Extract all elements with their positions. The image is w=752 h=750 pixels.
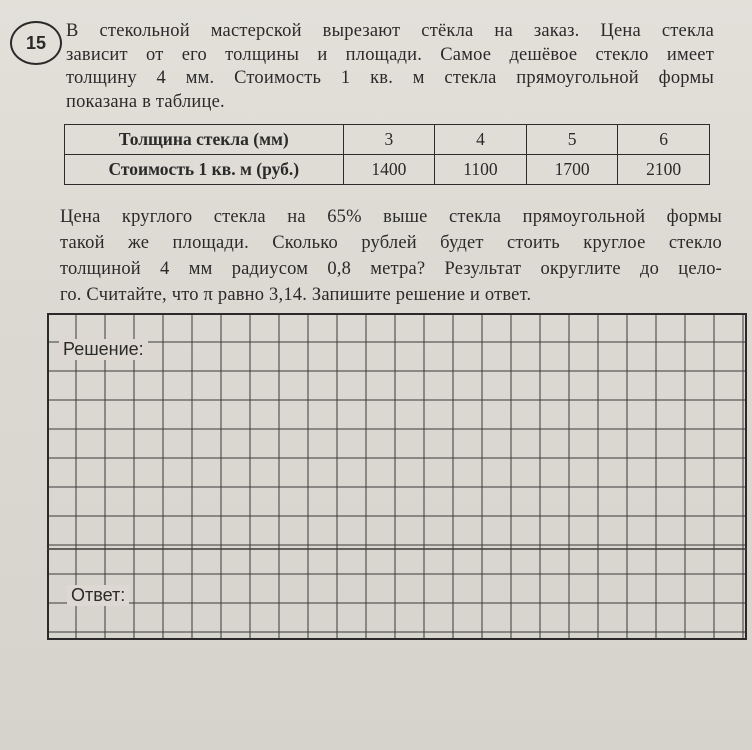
thickness-cell: 5 — [526, 125, 618, 155]
grid-frame — [48, 314, 746, 639]
squared-grid — [47, 313, 747, 640]
question-line: го. Считайте, что π равно 3,14. Запишите решение и ответ. — [60, 285, 532, 305]
intro-line: В стекольной мастерской вырезают стёкла на заказ. Цена стекла — [66, 21, 714, 41]
cost-cell: 2100 — [618, 155, 710, 185]
intro-line: зависит от его толщины и площади. Самое дешёвое стекло имеет — [66, 44, 714, 65]
cost-cell: 1400 — [343, 155, 435, 185]
thickness-cell: 3 — [343, 125, 435, 155]
task-question-paragraph — [60, 204, 722, 308]
question-line: толщиной 4 мм радиусом 0,8 метра? Результат округлите до цело- — [60, 259, 722, 279]
solution-label: Решение: — [59, 339, 148, 360]
task-number-badge — [10, 21, 62, 65]
cost-header: Стоимость 1 кв. м (руб.) — [65, 155, 344, 185]
cost-cell: 1100 — [435, 155, 527, 185]
table-row-cost — [65, 155, 710, 185]
table-row-thickness — [65, 125, 710, 155]
task-number: 15 — [25, 32, 47, 53]
answer-label: Ответ: — [67, 585, 129, 606]
thickness-header: Толщина стекла (мм) — [65, 125, 344, 155]
cost-cell: 1700 — [526, 155, 618, 185]
answer-grid-area[interactable] — [47, 313, 747, 640]
intro-line: толщину 4 мм. Стоимость 1 кв. м стекла прямоугольной формы — [66, 68, 714, 88]
question-line: Цена круглого стекла на 65% выше стекла прямоугольной формы — [60, 207, 722, 227]
question-line: такой же площади. Сколько рублей будет стоить круглое стекло — [60, 233, 722, 253]
intro-line: показана в таблице. — [66, 91, 225, 112]
task-intro-paragraph — [66, 20, 714, 114]
price-table — [64, 124, 710, 185]
thickness-cell: 4 — [435, 125, 527, 155]
thickness-cell: 6 — [618, 125, 710, 155]
